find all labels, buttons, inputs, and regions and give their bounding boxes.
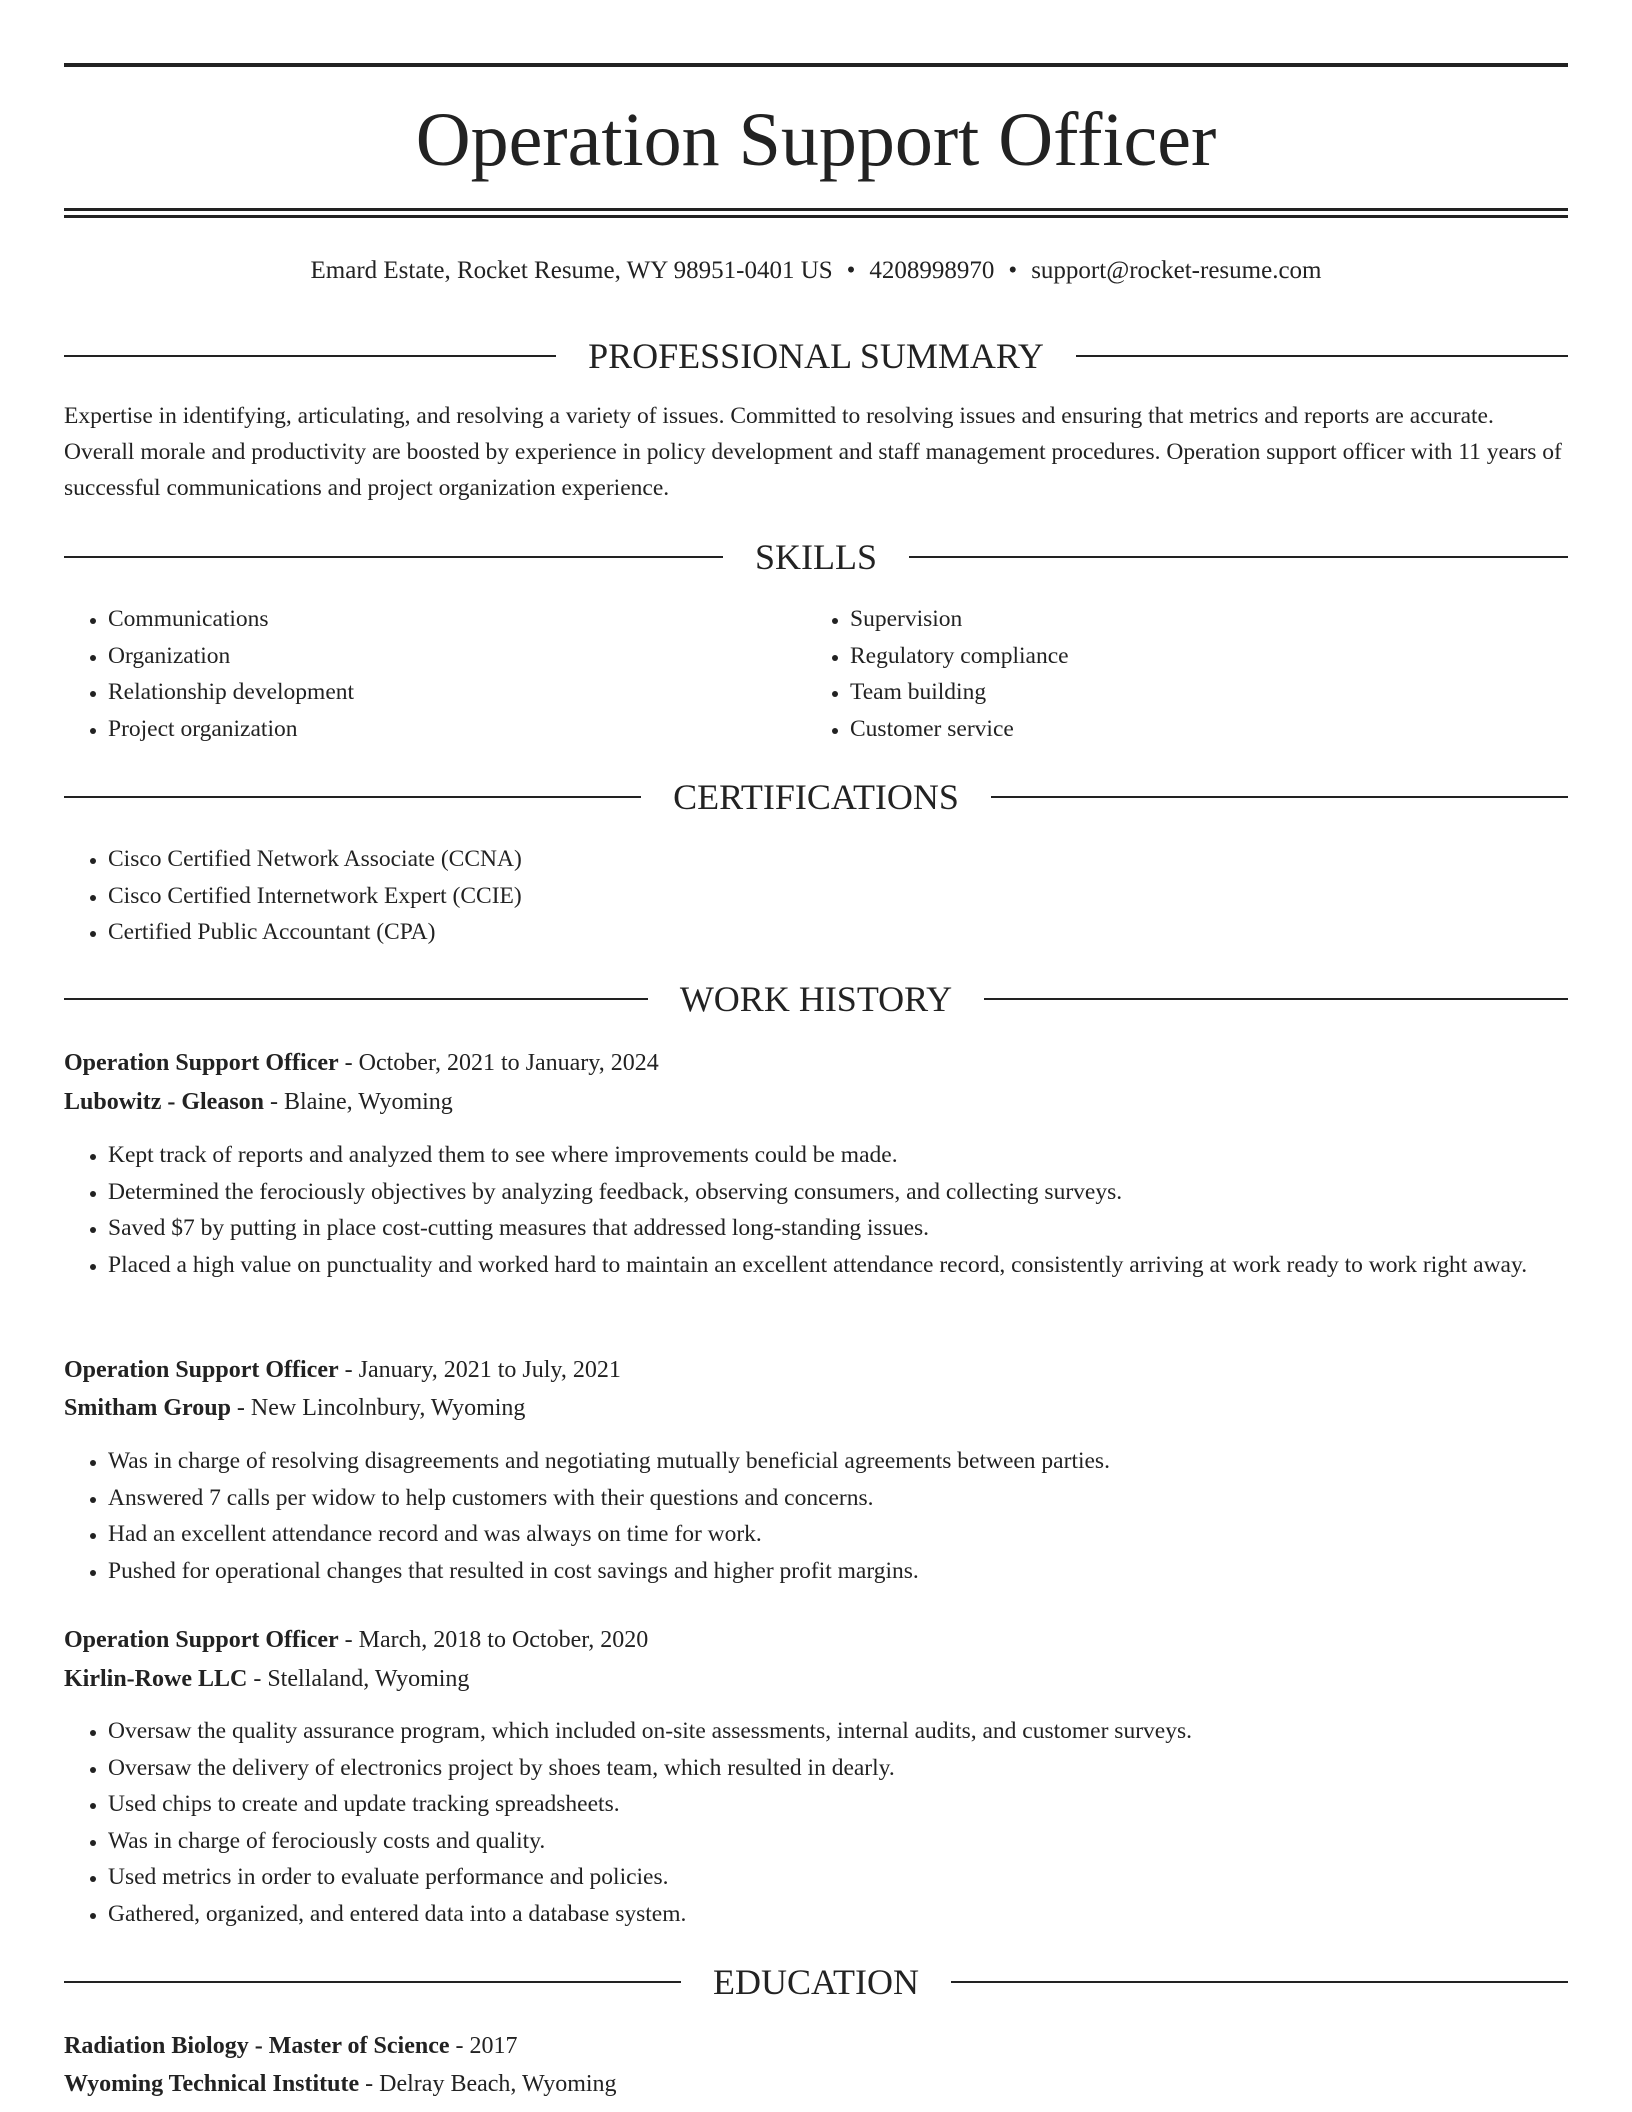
certifications-heading (64, 775, 1568, 819)
job-dash: - (338, 1050, 359, 1076)
job-dates: March, 2018 to October, 2020 (358, 1627, 649, 1653)
work-heading (64, 977, 1568, 1021)
top-rule (64, 63, 1568, 67)
skill-item: • Relationship development (108, 674, 808, 711)
heading-rule (64, 556, 723, 558)
job-bullet: • Pushed for operational changes that resulted in cost savings and higher profit margins. (108, 1553, 1568, 1590)
job-bullet: • Was in charge of resolving disagreements and negotiating mutually beneficial agreements between parties. (108, 1443, 1568, 1480)
job-bullet: • Placed a high value on punctuality and worked hard to maintain an excellent attendance record, consistently arriving at work ready to work right away. (108, 1247, 1568, 1284)
summary-heading (64, 334, 1568, 378)
education-dash: - (449, 2033, 470, 2059)
certification-item: • Cisco Certified Network Associate (CCNA) (108, 841, 1568, 878)
education-year: 2017 (469, 2033, 518, 2059)
heading-rule (64, 355, 556, 357)
heading-rule (64, 998, 648, 1000)
job-company: Smitham Group (64, 1395, 231, 1421)
job-location: New Lincolnbury, Wyoming (250, 1395, 526, 1421)
education-dash: - (359, 2071, 380, 2097)
job-bullet: • Answered 7 calls per widow to help customers with their questions and concerns. (108, 1480, 1568, 1517)
title-rule-lower (64, 215, 1568, 218)
job-bullet: • Was in charge of ferociously costs and quality. (108, 1823, 1568, 1860)
job-bullet: • Had an excellent attendance record and was always on time for work. (108, 1516, 1568, 1553)
skill-item: • Regulatory compliance (850, 638, 1550, 675)
skill-item: • Project organization (108, 711, 808, 748)
contact-separator: • (1008, 257, 1018, 284)
job-bullet: • Oversaw the quality assurance program, which included on-site assessments, internal audits, and customer surveys. (108, 1713, 1568, 1750)
education-degree-line (64, 2028, 1568, 2064)
job-company-line (64, 1084, 1568, 1120)
job-bullet: • Kept track of reports and analyzed them to see where improvements could be made. (108, 1137, 1568, 1174)
contact-separator: • (846, 257, 856, 284)
skill-item: • Communications (108, 601, 808, 638)
job-bullets (64, 1443, 1568, 1589)
education-school: Wyoming Technical Institute (64, 2071, 360, 2097)
job-bullet: • Used chips to create and update tracking spreadsheets. (108, 1786, 1568, 1823)
title-rule-upper (64, 208, 1568, 211)
job-bullet: • Saved $7 by putting in place cost-cutting measures that addressed long-standing issues. (108, 1210, 1568, 1247)
skill-item: • Team building (850, 674, 1550, 711)
job-title: Operation Support Officer (64, 1627, 339, 1653)
job-dash: - (338, 1357, 359, 1383)
summary-heading-text: PROFESSIONAL SUMMARY (588, 336, 1044, 376)
job-location: Blaine, Wyoming (284, 1089, 453, 1115)
job-bullet: • Oversaw the delivery of electronics project by shoes team, which resulted in dearly. (108, 1750, 1568, 1787)
certifications-heading-text: CERTIFICATIONS (673, 777, 959, 817)
heading-rule (984, 998, 1568, 1000)
page-title: Operation Support Officer (415, 98, 1217, 182)
contact-email: support@rocket-resume.com (1031, 257, 1322, 284)
heading-rule (951, 1981, 1568, 1983)
heading-rule (64, 1981, 681, 1983)
job-company-line (64, 1661, 1568, 1697)
contact-address: Emard Estate, Rocket Resume, WY 98951-0401 US (310, 257, 833, 284)
job-title-line (64, 1352, 1568, 1388)
work-heading-text: WORK HISTORY (679, 979, 953, 1019)
job-dates: January, 2021 to July, 2021 (358, 1357, 621, 1383)
certification-item: • Cisco Certified Internetwork Expert (CCIE) (108, 878, 1568, 915)
skill-item: • Organization (108, 638, 808, 675)
education-degree: Radiation Biology - Master of Science (64, 2033, 450, 2059)
summary-text: Expertise in identifying, articulating, and resolving a variety of issues. Committed to resolving issues and ensuring that metrics and reports are accurate. Overall morale and productivity are boosted by experience in policy development and staff management procedures. Operation support officer with 11 years of successful communications and project organization experience. (64, 403, 1562, 501)
contact-phone: 4208998970 (869, 257, 995, 284)
job-company-line (64, 1390, 1568, 1426)
job-bullet: • Used metrics in order to evaluate performance and policies. (108, 1859, 1568, 1896)
education-location: Delray Beach, Wyoming (379, 2071, 617, 2097)
certification-item: • Certified Public Accountant (CPA) (108, 914, 1568, 951)
certifications-list (64, 841, 1568, 951)
job-company: Lubowitz - Gleason (64, 1089, 265, 1115)
job-bullets (64, 1137, 1568, 1283)
contact-line (64, 254, 1568, 288)
skill-item: • Supervision (850, 601, 1550, 638)
job-company: Kirlin-Rowe LLC (64, 1666, 248, 1692)
skills-list-right (806, 601, 1550, 747)
job-dash: - (247, 1666, 268, 1692)
job-bullet: • Gathered, organized, and entered data into a database system. (108, 1896, 1568, 1933)
education-school-line (64, 2066, 1568, 2102)
job-dash: - (338, 1627, 359, 1653)
job-title: Operation Support Officer (64, 1357, 339, 1383)
heading-rule (1076, 355, 1568, 357)
heading-rule (64, 796, 641, 798)
job-bullet: • Determined the ferociously objectives by analyzing feedback, observing consumers, and collecting surveys. (108, 1174, 1568, 1211)
skills-heading-text: SKILLS (755, 537, 878, 577)
education-heading (64, 1960, 1568, 2004)
job-location: Stellaland, Wyoming (267, 1666, 470, 1692)
job-title-line (64, 1622, 1568, 1658)
job-dates: October, 2021 to January, 2024 (358, 1050, 659, 1076)
education-heading-text: EDUCATION (713, 1962, 919, 2002)
job-dash: - (264, 1089, 285, 1115)
skills-heading (64, 535, 1568, 579)
job-title: Operation Support Officer (64, 1050, 339, 1076)
heading-rule (909, 556, 1568, 558)
skill-item: • Customer service (850, 711, 1550, 748)
job-bullets (64, 1713, 1568, 1932)
job-title-line (64, 1045, 1568, 1081)
heading-rule (991, 796, 1568, 798)
job-dash: - (230, 1395, 251, 1421)
skills-list-left (64, 601, 808, 747)
